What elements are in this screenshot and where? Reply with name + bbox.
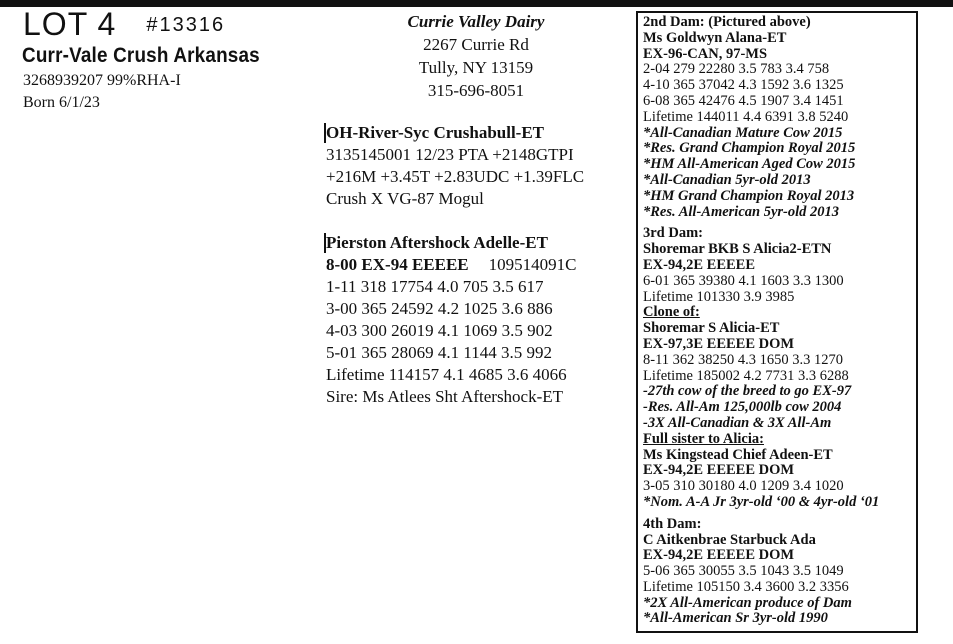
breeder-name: Currie Valley Dairy <box>407 12 545 31</box>
sire-line: 3135145001 12/23 PTA +2148GTPI <box>326 145 574 164</box>
second-dam-record: 2-04 279 22280 3.5 783 3.4 758 <box>643 61 830 78</box>
second-dam-lifetime: Lifetime 144011 4.4 6391 3.8 5240 <box>643 108 849 125</box>
fourth-dam-section <box>643 517 916 628</box>
maternal-pedigree-box <box>636 11 918 633</box>
sire-name: OH-River-Syc Crushabull-ET <box>326 123 545 142</box>
dam-record: 1-11 318 17754 4.0 705 3.5 617 <box>326 277 544 296</box>
fourth-dam-header: 4th Dam: <box>643 515 702 532</box>
dam-lifetime: Lifetime 114157 4.1 4685 3.6 4066 <box>326 365 567 384</box>
dam-classification: 8-00 EX-94 EEEEE <box>326 255 469 274</box>
dam-record: 4-03 300 26019 4.1 1069 3.5 902 <box>326 321 553 340</box>
second-dam-record: 4-10 365 37042 4.3 1592 3.6 1325 <box>643 77 844 94</box>
sire-block <box>324 122 584 210</box>
sister-classification: EX-94,2E EEEEE DOM <box>643 462 795 479</box>
dam-record: 3-00 365 24592 4.2 1025 3.6 886 <box>326 299 553 318</box>
fourth-dam-record: 5-06 365 30055 3.5 1043 3.5 1049 <box>643 563 844 580</box>
third-dam-classification: EX-94,2E EEEEE <box>643 256 755 273</box>
clone-honor: -3X All-Canadian & 3X All-Am <box>643 414 832 431</box>
breeder-city: Tully, NY 13159 <box>418 58 534 77</box>
sire-line: +216M +3.45T +2.83UDC +1.39FLC <box>326 167 585 186</box>
animal-name: Curr-Vale Crush Arkansas <box>22 44 260 67</box>
animal-birthdate: Born 6/1/23 <box>23 94 100 111</box>
second-dam-name: Ms Goldwyn Alana-ET <box>643 29 787 46</box>
sister-record: 3-05 310 30180 4.0 1209 3.4 1020 <box>643 478 844 495</box>
third-dam-record: 6-01 365 39380 4.1 1603 3.3 1300 <box>643 272 844 289</box>
sister-honor: *Nom. A-A Jr 3yr-old ‘00 & 4yr-old ‘01 <box>643 493 880 510</box>
breeder-address: 2267 Currie Rd <box>423 35 529 54</box>
sire-marker <box>324 123 326 143</box>
lot-heading <box>23 6 225 42</box>
third-dam-header: 3rd Dam: <box>643 225 704 242</box>
dam-registration: 109514091C <box>488 255 577 274</box>
clone-classification: EX-97,3E EEEEE DOM <box>643 335 795 352</box>
second-dam-honor: *All-Canadian Mature Cow 2015 <box>643 124 843 141</box>
clone-lifetime: Lifetime 185002 4.2 7731 3.3 6288 <box>643 367 849 384</box>
fourth-dam-classification: EX-94,2E EEEEE DOM <box>643 547 795 564</box>
dam-name: Pierston Aftershock Adelle-ET <box>326 233 548 252</box>
clone-honor: -27th cow of the breed to go EX-97 <box>643 383 852 400</box>
sister-name: Ms Kingstead Chief Adeen-ET <box>643 446 833 463</box>
third-dam-name: Shoremar BKB S Alicia2-ETN <box>643 241 832 258</box>
clone-honor: -Res. All-Am 125,000lb cow 2004 <box>643 399 842 416</box>
second-dam-record: 6-08 365 42476 4.5 1907 3.4 1451 <box>643 92 844 109</box>
dam-marker <box>324 233 326 253</box>
fourth-dam-honor: *2X All-American produce of Dam <box>643 594 852 611</box>
clone-header: Clone of: <box>643 304 700 321</box>
clone-record: 8-11 362 38250 4.3 1650 3.3 1270 <box>643 351 844 368</box>
clone-name: Shoremar S Alicia-ET <box>643 320 780 337</box>
second-dam-honor: *HM Grand Champion Royal 2013 <box>643 187 855 204</box>
lot-label: LOT 4 <box>23 6 117 42</box>
dam-record: 5-01 365 28069 4.1 1144 3.5 992 <box>326 343 553 362</box>
dam-block <box>324 232 576 408</box>
second-dam-classification: EX-96-CAN, 97-MS <box>643 45 768 62</box>
fourth-dam-lifetime: Lifetime 105150 3.4 3600 3.2 3356 <box>643 578 849 595</box>
fourth-dam-honor: *All-American Sr 3yr-old 1990 <box>643 610 828 627</box>
second-dam-section <box>643 15 916 220</box>
dam-sire: Sire: Ms Atlees Sht Aftershock-ET <box>326 387 564 406</box>
sire-line: Crush X VG-87 Mogul <box>326 189 484 208</box>
sister-header: Full sister to Alicia: <box>643 430 764 447</box>
second-dam-header: 2nd Dam: (Pictured above) <box>643 14 811 30</box>
third-dam-lifetime: Lifetime 101330 3.9 3985 <box>643 288 795 305</box>
dam-classification-line <box>324 254 576 276</box>
second-dam-honor: *HM All-American Aged Cow 2015 <box>643 156 856 173</box>
breeder-info <box>392 10 560 102</box>
second-dam-honor: *Res. All-American 5yr-old 2013 <box>643 203 840 220</box>
third-dam-section <box>643 226 916 510</box>
second-dam-honor: *All-Canadian 5yr-old 2013 <box>643 171 811 188</box>
animal-registration: 3268939207 99%RHA-I <box>23 72 181 89</box>
lot-number: #13316 <box>146 14 226 36</box>
fourth-dam-name: C Aitkenbrae Starbuck Ada <box>643 531 816 548</box>
breeder-phone: 315-696-8051 <box>427 81 525 100</box>
second-dam-honor: *Res. Grand Champion Royal 2015 <box>643 140 856 157</box>
